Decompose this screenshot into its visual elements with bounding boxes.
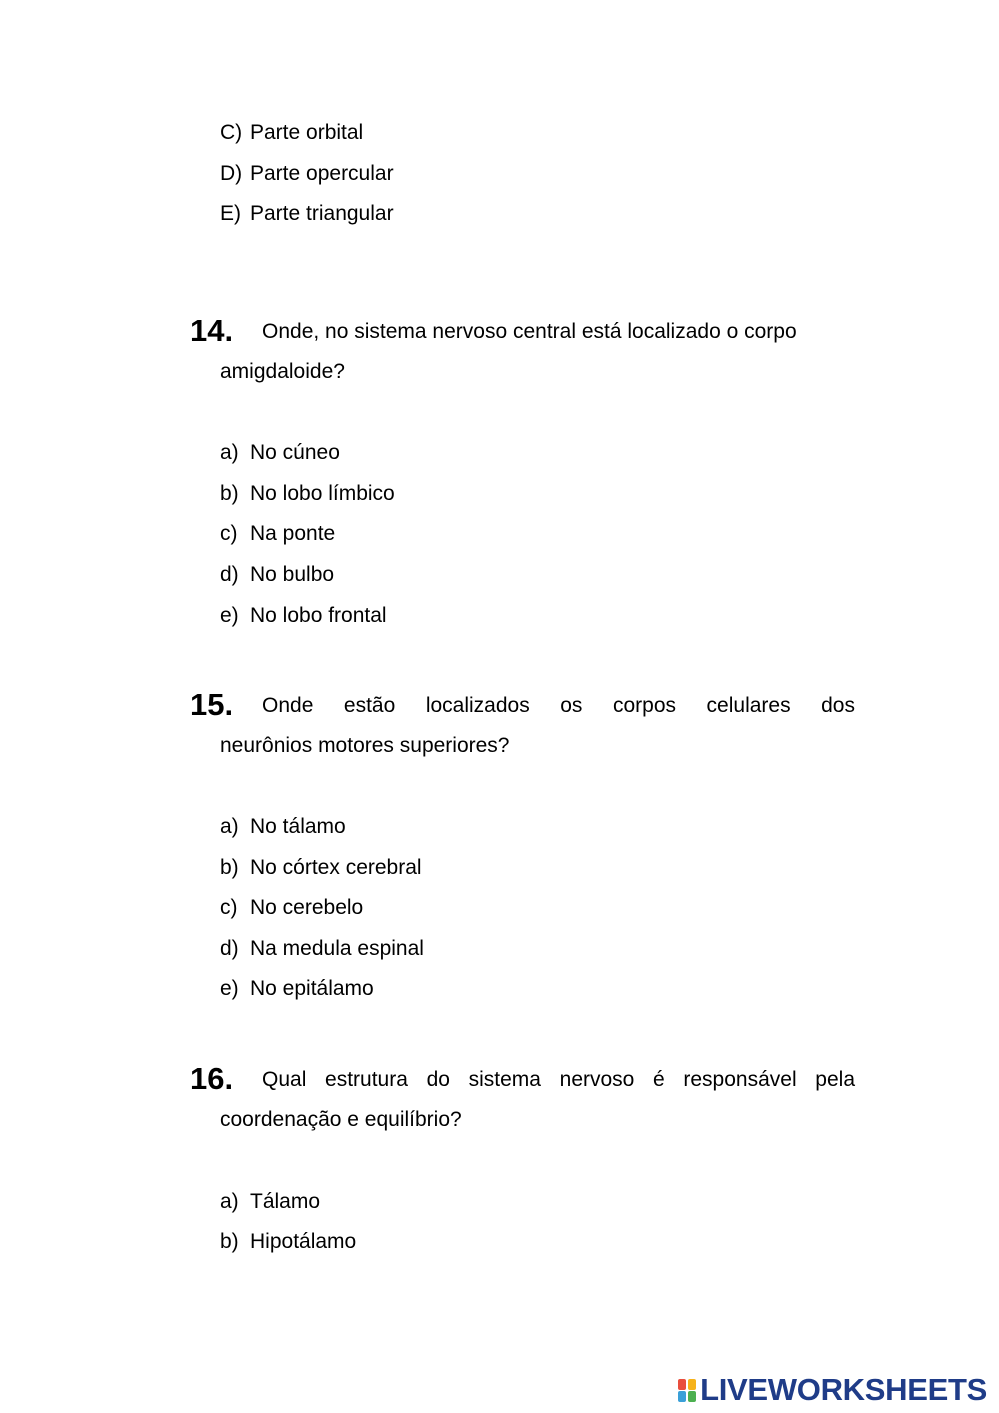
option-text: No córtex cerebral [250, 856, 422, 879]
option-marker: a) [220, 441, 239, 464]
option-marker: a) [220, 815, 239, 838]
option-prev-c[interactable] [220, 120, 363, 146]
option-text: No lobo frontal [250, 604, 387, 627]
question-14 [190, 313, 855, 383]
option-text: Parte orbital [250, 121, 364, 144]
option-14-d[interactable] [220, 562, 334, 588]
logo-square-blue [678, 1391, 686, 1402]
option-text: No cerebelo [250, 896, 364, 919]
question-text-line1: Qual estrutura do sistema nervoso é responsável pela [262, 1068, 855, 1091]
option-15-e[interactable] [220, 976, 374, 1002]
option-text: No tálamo [250, 815, 346, 838]
question-text-line2: neurônios motores superiores? [220, 734, 510, 757]
option-prev-e[interactable] [220, 201, 394, 227]
question-16 [190, 1061, 855, 1131]
option-marker: b) [220, 1230, 239, 1253]
option-marker: C) [220, 121, 243, 144]
logo-square-green [688, 1391, 696, 1402]
option-text: No lobo límbico [250, 482, 395, 505]
option-prev-d[interactable] [220, 161, 394, 187]
option-14-c[interactable] [220, 521, 335, 547]
question-15 [190, 687, 855, 757]
option-marker: D) [220, 162, 243, 185]
option-marker: e) [220, 604, 239, 627]
option-marker: b) [220, 856, 239, 879]
question-number: 15. [190, 687, 234, 722]
option-15-c[interactable] [220, 895, 363, 921]
question-text-line1: Onde estão localizados os corpos celulares dos [262, 694, 855, 717]
option-14-b[interactable] [220, 481, 395, 507]
option-text: Na medula espinal [250, 937, 424, 960]
option-text: No bulbo [250, 563, 335, 586]
option-marker: d) [220, 563, 239, 586]
liveworksheets-logo [678, 1372, 987, 1408]
option-text: Tálamo [250, 1190, 321, 1213]
option-marker: b) [220, 482, 239, 505]
option-marker: a) [220, 1190, 239, 1213]
option-15-d[interactable] [220, 936, 424, 962]
question-text-line1: Onde, no sistema nervoso central está localizado o corpo [262, 320, 797, 343]
option-16-a[interactable] [220, 1189, 320, 1215]
option-marker: c) [220, 522, 238, 545]
option-text: Na ponte [250, 522, 336, 545]
option-text: No cúneo [250, 441, 340, 464]
question-text-line2: amigdaloide? [220, 360, 345, 383]
option-marker: E) [220, 202, 241, 225]
question-number: 16. [190, 1061, 234, 1096]
option-text: No epitálamo [250, 977, 374, 1000]
option-15-a[interactable] [220, 814, 346, 840]
question-text-line2: coordenação e equilíbrio? [220, 1108, 462, 1131]
option-marker: d) [220, 937, 239, 960]
logo-square-yellow [688, 1379, 696, 1390]
option-marker: c) [220, 896, 238, 919]
logo-square-red [678, 1379, 686, 1390]
option-14-a[interactable] [220, 440, 340, 466]
option-14-e[interactable] [220, 603, 387, 629]
option-16-b[interactable] [220, 1229, 356, 1255]
brand-text: LIVEWORKSHEETS [700, 1372, 987, 1407]
option-text: Parte triangular [250, 202, 394, 225]
option-15-b[interactable] [220, 855, 422, 881]
option-text: Parte opercular [250, 162, 394, 185]
logo-squares-icon [678, 1377, 698, 1403]
option-marker: e) [220, 977, 239, 1000]
question-number: 14. [190, 313, 234, 348]
option-text: Hipotálamo [250, 1230, 357, 1253]
